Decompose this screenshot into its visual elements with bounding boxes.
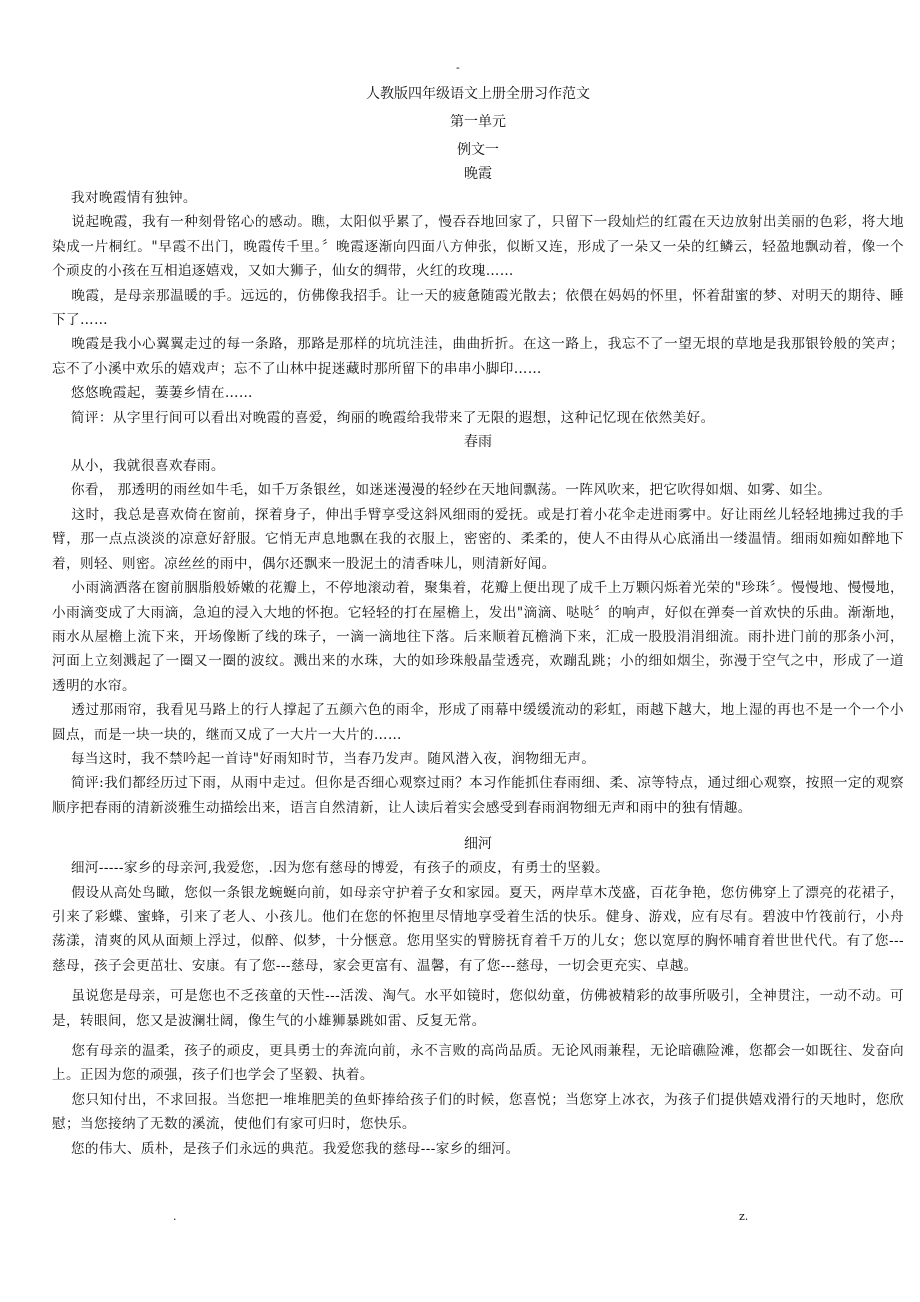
footer-left-mark: . <box>173 1210 177 1223</box>
paragraph: 虽说您是母亲，可是您也不乏孩童的天性---活泼、淘气。水平如镜时，您似幼童，仿佛被精彩的故事所吸引，全神贯注，一动不动。可是，转眼间，您又是波澜壮阔，像生气的小雄狮暴跳如雷、反复无常。 <box>52 988 904 1029</box>
paragraph: 透过那雨帘，我看见马路上的行人撑起了五颜六色的雨伞，形成了雨幕中缓缓流动的彩虹，雨越下越大，地上湿的再也不是一个一个小圆点，而是一块一块的，继而又成了一大片一大片的…… <box>52 702 904 743</box>
paragraph: 这时，我总是喜欢倚在窗前，探着身子，伸出手臂享受这斜风细雨的爱抚。或是打着小花伞走进雨雾中。好让雨丝儿轻轻地拂过我的手臂，那一点点淡淡的凉意好舒服。它悄无声息地飘在我的衣服上，密密的、柔柔的，使人不由得从心底涌出一缕温情。细雨如痴如醉地下着，则轻、则密。凉丝丝的雨中，偶尔还飘来一股泥土的清香味儿，则清新好闻。 <box>52 506 904 572</box>
paragraph: 我对晚霞情有独钟。 <box>70 190 197 206</box>
review-paragraph: 简评:我们都经历过下雨，从雨中走过。但你是否细心观察过雨？本习作能抓住春雨细、柔、凉等特点，通过细心观察，按照一定的观察顺序把春雨的清新淡雅生动描绘出来，语言自然清新，让人读后着实会感受到春雨润物细无声和雨中的独有情趣。 <box>52 775 904 816</box>
paragraph: 晚霞是我小心翼翼走过的每一条路，那路是那样的坑坑洼洼，曲曲折折。在这一路上，我忘不了一望无垠的草地是我那银铃般的笑声；忘不了小溪中欢乐的嬉戏声；忘不了山林中捉迷藏时那所留下的串串小脚印…… <box>52 336 904 377</box>
paragraph: 晚霞，是母亲那温暖的手。远远的，仿佛像我招手。让一天的疲惫随霞光散去；依偎在妈妈的怀里，怀着甜蜜的梦、对明天的期待、睡下了…… <box>52 287 904 329</box>
section-title-xihe: 细河 <box>464 836 492 853</box>
footer-right-mark: z. <box>739 1210 749 1223</box>
section-title-wanxia: 晚霞 <box>464 166 492 182</box>
paragraph: 您只知付出，不求回报。当您把一堆堆肥美的鱼虾捧给孩子们的时候，您喜悦；当您穿上冰衣，为孩子们提供嬉戏滑行的天地时，您欣慰；当您接纳了无数的溪流，使他们有家可归时，您快乐。 <box>52 1091 904 1133</box>
paragraph: 您的伟大、质朴，是孩子们永远的典范。我爱您我的慈母---家乡的细河。 <box>70 1140 520 1157</box>
section-title-chunyu: 春雨 <box>464 434 492 451</box>
document-page <box>52 62 904 1161</box>
paragraph: 假设从高处鸟瞰，您似一条银龙蜿蜒向前，如母亲守护着子女和家园。夏天，两岸草木茂盛，百花争艳，您仿佛穿上了漂亮的花裙子，引来了彩蝶、蜜蜂，引来了老人、小孩儿。他们在您的怀抱里尽情地享受着生活的快乐。健身、游戏，应有尽有。碧波中竹筏前行，小舟荡漾，清爽的风从面颊上浮过，似醉、似梦，十分惬意。您用坚实的臂膀抚育着千万的儿女；您以宽厚的胸怀哺育着世世代代。有了您---慈母，孩子会更茁壮、安康。有了您---慈母，家会更富有、温馨，有了您---慈母，一切会更充实、卓越。 <box>52 884 904 974</box>
document-title: 人教版四年级语文上册全册习作范文 <box>366 86 590 102</box>
paragraph: 每当这时，我不禁吟起一首诗"好雨知时节，当春乃发声。随风潜入夜，润物细无声。 <box>70 750 596 767</box>
paragraph: 小雨滴洒落在窗前胭脂般娇嫩的花瓣上，不停地滚动着，聚集着，花瓣上便出现了成千上万颗闪烁着光荣的"珍珠〞。慢慢地、慢慢地，小雨滴变成了大雨滴，急迫的浸入大地的怀抱。它轻轻的打在屋檐上，发出"滴滴、哒哒〞的响声，好似在弹奏一首欢快的乐曲。渐渐地，雨水从屋檐上流下来，开场像断了线的珠子，一滴一滴地往下落。后来顺着瓦檐淌下来，汇成一股股涓涓细流。雨扑进门前的那条小河，河面上立刻溅起了一圈又一圈的波纹。溅出来的水珠，大的如珍珠般晶莹透亮，欢蹦乱跳；小的细如烟尘，弥漫于空气之中，形成了一道透明的水帘。 <box>52 580 904 694</box>
unit-title: 第一单元 <box>450 114 506 130</box>
example-title: 例文一 <box>457 142 499 158</box>
top-mark: - <box>456 61 460 74</box>
paragraph: 细河-----家乡的母亲河,我爱您，.因为您有慈母的博爱，有孩子的顽皮，有勇士的坚毅。 <box>70 860 610 877</box>
paragraph: 您有母亲的温柔，孩子的顽皮，更具勇士的奔流向前，永不言败的高尚品质。无论风雨兼程，无论暗礁险滩，您都会一如既往、发奋向上。正因为您的顽强，孩子们也学会了坚毅、执着。 <box>52 1043 904 1084</box>
paragraph: 说起晚霞，我有一种刻骨铭心的感动。瞧，太阳似乎累了，慢吞吞地回家了，只留下一段灿烂的红霞在天边放射出美丽的色彩，将大地染成一片桐红。"早霞不出门，晚霞传千里。〞晚霞逐渐向四面八方伸张，似断又连，形成了一朵又一朵的红鳞云，轻盈地飘动着，像一个个顽皮的小孩在互相追逐嬉戏，又如大狮子，仙女的绸带，火红的玫瑰…… <box>52 214 904 280</box>
paragraph: 从小，我就很喜欢春雨。 <box>70 458 225 475</box>
paragraph: 你看， 那透明的雨丝如牛毛，如千万条银丝，如迷迷漫漫的轻纱在天地间飘荡。一阵风吹来，把它吹得如烟、如雾、如尘。 <box>70 482 832 499</box>
review-paragraph: 简评：从字里行间可以看出对晚霞的喜爱，绚丽的晚霞给我带来了无限的遐想，这种记忆现在依然美好。 <box>70 409 715 426</box>
paragraph: 悠悠晚霞起，萋萋乡情在…… <box>70 385 253 402</box>
